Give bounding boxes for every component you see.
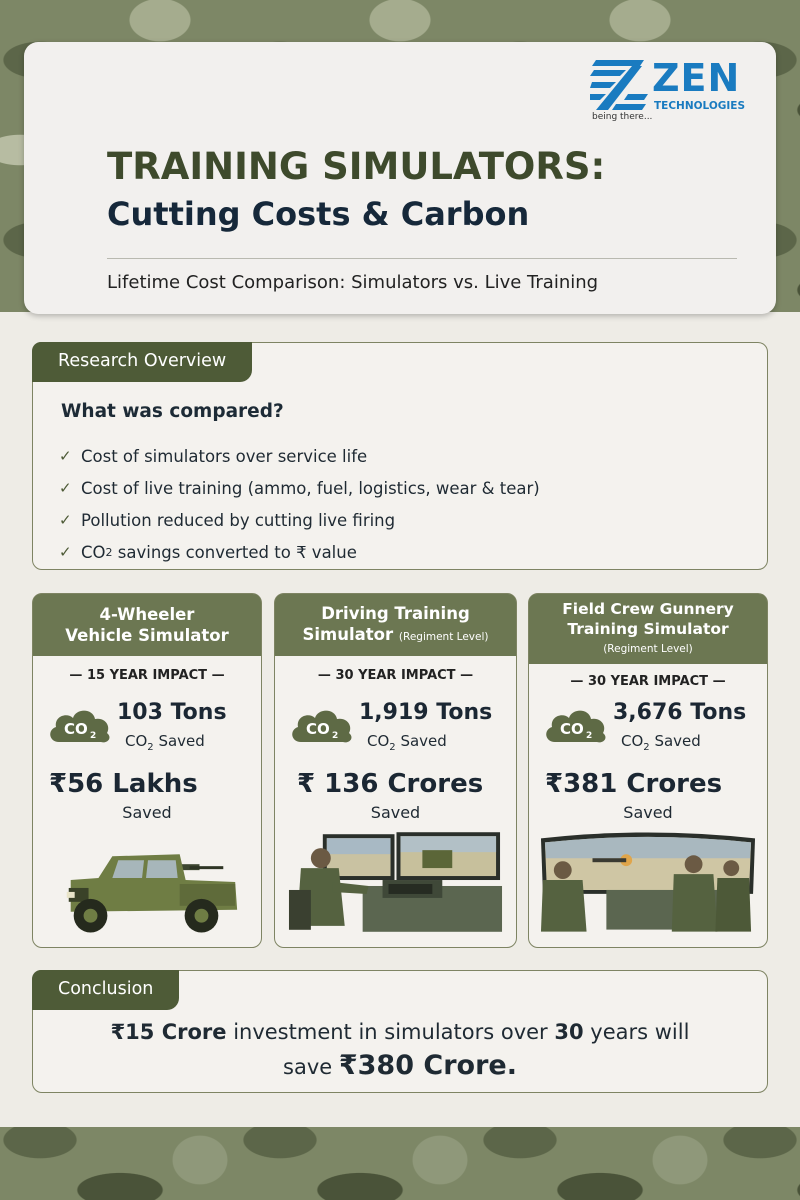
money-saved (49, 769, 198, 799)
research-overview-card (32, 342, 768, 570)
years-value: 30 (554, 1020, 584, 1044)
logo-wordmark: ZEN (652, 56, 741, 100)
money-value: 381 Crores (563, 769, 723, 799)
military-jeep-illustration (41, 828, 253, 940)
list-item (59, 536, 540, 568)
conclusion-text (33, 1015, 767, 1084)
page-subtitle: Lifetime Cost Comparison: Simulators vs. Live Training (107, 272, 599, 293)
co2-value: 1,919 Tons (359, 700, 493, 725)
co2-prefix: CO (81, 542, 106, 562)
co2-value: 103 Tons (117, 700, 227, 725)
check-icon: ✓ (59, 511, 72, 529)
money-value: 56 Lakhs (67, 769, 198, 799)
simulator-card-field-crew-gunnery (528, 593, 768, 948)
money-saved (297, 769, 483, 799)
simulator-title (529, 594, 767, 664)
conclusion-line1 (33, 1015, 767, 1049)
overview-list (59, 440, 540, 568)
impact-period: — 30 YEAR IMPACT — (317, 668, 474, 683)
co2-text: CO (125, 732, 148, 750)
rupee-symbol: ₹ (545, 769, 564, 799)
co2-cloud-icon (289, 704, 355, 744)
co2-saved-text: Saved (400, 732, 447, 750)
co2-label (125, 732, 205, 753)
co2-saved-row (47, 700, 261, 760)
cloud-co2-sub: 2 (586, 731, 593, 741)
title-divider (107, 258, 737, 259)
impact-label: 30 YEAR IMPACT (587, 674, 709, 689)
co2-text-sub: 2 (389, 742, 396, 753)
co2-subscript: 2 (105, 545, 113, 559)
co2-label (367, 732, 447, 753)
co2-saved-row (543, 700, 767, 760)
cloud-co2-sub: 2 (90, 731, 97, 741)
money-value: 136 Crores (324, 769, 484, 799)
list-item-text: savings converted to ₹ value (117, 542, 357, 562)
savings-amount: ₹380 Crore. (338, 1050, 517, 1081)
rupee-symbol: ₹ (297, 769, 316, 799)
co2-text: CO (367, 732, 390, 750)
list-item (59, 504, 540, 536)
impact-period: — 30 YEAR IMPACT — (570, 674, 726, 689)
cloud-co2-text: CO (560, 720, 584, 738)
driving-simulator-illustration (283, 828, 508, 940)
simulator-title-line1: 4-Wheeler (99, 605, 195, 624)
money-label: Saved (370, 803, 421, 822)
simulator-note: (Regiment Level) (398, 630, 489, 643)
simulator-title-line2: Training Simulator (567, 620, 729, 638)
co2-text-sub: 2 (147, 742, 154, 753)
co2-text-sub: 2 (643, 742, 650, 753)
money-label: Saved (122, 803, 172, 822)
simulator-title-line1: Field Crew Gunnery (562, 600, 734, 618)
list-item (59, 472, 540, 504)
header-card (24, 42, 776, 314)
list-item (59, 440, 540, 472)
cloud-co2-text: CO (64, 720, 88, 738)
co2-saved-text: Saved (158, 732, 205, 750)
logo-tagline: being there... (592, 112, 653, 122)
list-item-text: Pollution reduced by cutting live firing (81, 510, 396, 530)
list-item-text: Cost of live training (ammo, fuel, logistics, wear & tear) (81, 478, 540, 498)
co2-value: 3,676 Tons (613, 700, 747, 725)
check-icon: ✓ (59, 543, 72, 561)
co2-saved-row (289, 700, 516, 760)
zen-technologies-logo (590, 58, 760, 124)
simulator-note: (Regiment Level) (603, 643, 693, 655)
conclusion-text-part: investment in simulators over (226, 1020, 555, 1044)
cloud-co2-sub: 2 (332, 731, 339, 741)
conclusion-card (32, 970, 768, 1093)
conclusion-line2 (33, 1049, 767, 1084)
simulator-title (33, 594, 261, 656)
co2-text: CO (621, 732, 644, 750)
impact-period: — 15 YEAR IMPACT — (69, 668, 225, 683)
conclusion-text-part: years will (583, 1020, 690, 1044)
check-icon: ✓ (59, 479, 72, 497)
simulator-title-line2: Vehicle Simulator (65, 626, 229, 645)
check-icon: ✓ (59, 447, 72, 465)
research-overview-label: Research Overview (32, 342, 252, 382)
co2-saved-text: Saved (654, 732, 701, 750)
rupee-symbol: ₹ (49, 769, 68, 799)
simulator-title (275, 594, 516, 656)
list-item-text: Cost of simulators over service life (81, 446, 368, 466)
cloud-co2-text: CO (306, 720, 330, 738)
co2-label (621, 732, 701, 753)
page-title: TRAINING SIMULATORS: (107, 145, 606, 188)
page-title-line2: Cutting Costs & Carbon (107, 195, 530, 233)
impact-label: 15 YEAR IMPACT (86, 668, 208, 683)
impact-label: 30 YEAR IMPACT (335, 668, 456, 683)
investment-amount: ₹15 Crore (110, 1020, 227, 1044)
simulator-title-line2: Simulator (302, 624, 394, 644)
simulator-title-line2-wrap (303, 624, 489, 648)
overview-question: What was compared? (61, 401, 284, 422)
zen-logo-mark-icon (590, 58, 648, 110)
conclusion-label: Conclusion (32, 970, 179, 1010)
logo-subtitle: TECHNOLOGIES (654, 100, 746, 112)
simulator-card-driving (274, 593, 517, 948)
money-saved (545, 769, 722, 799)
conclusion-text-part: save (283, 1055, 339, 1079)
simulator-card-4-wheeler (32, 593, 262, 948)
simulator-title-line1: Driving Training (321, 603, 470, 623)
gunnery-simulator-illustration (537, 828, 759, 940)
co2-cloud-icon (47, 704, 113, 744)
money-label: Saved (623, 803, 673, 822)
co2-cloud-icon (543, 704, 609, 744)
